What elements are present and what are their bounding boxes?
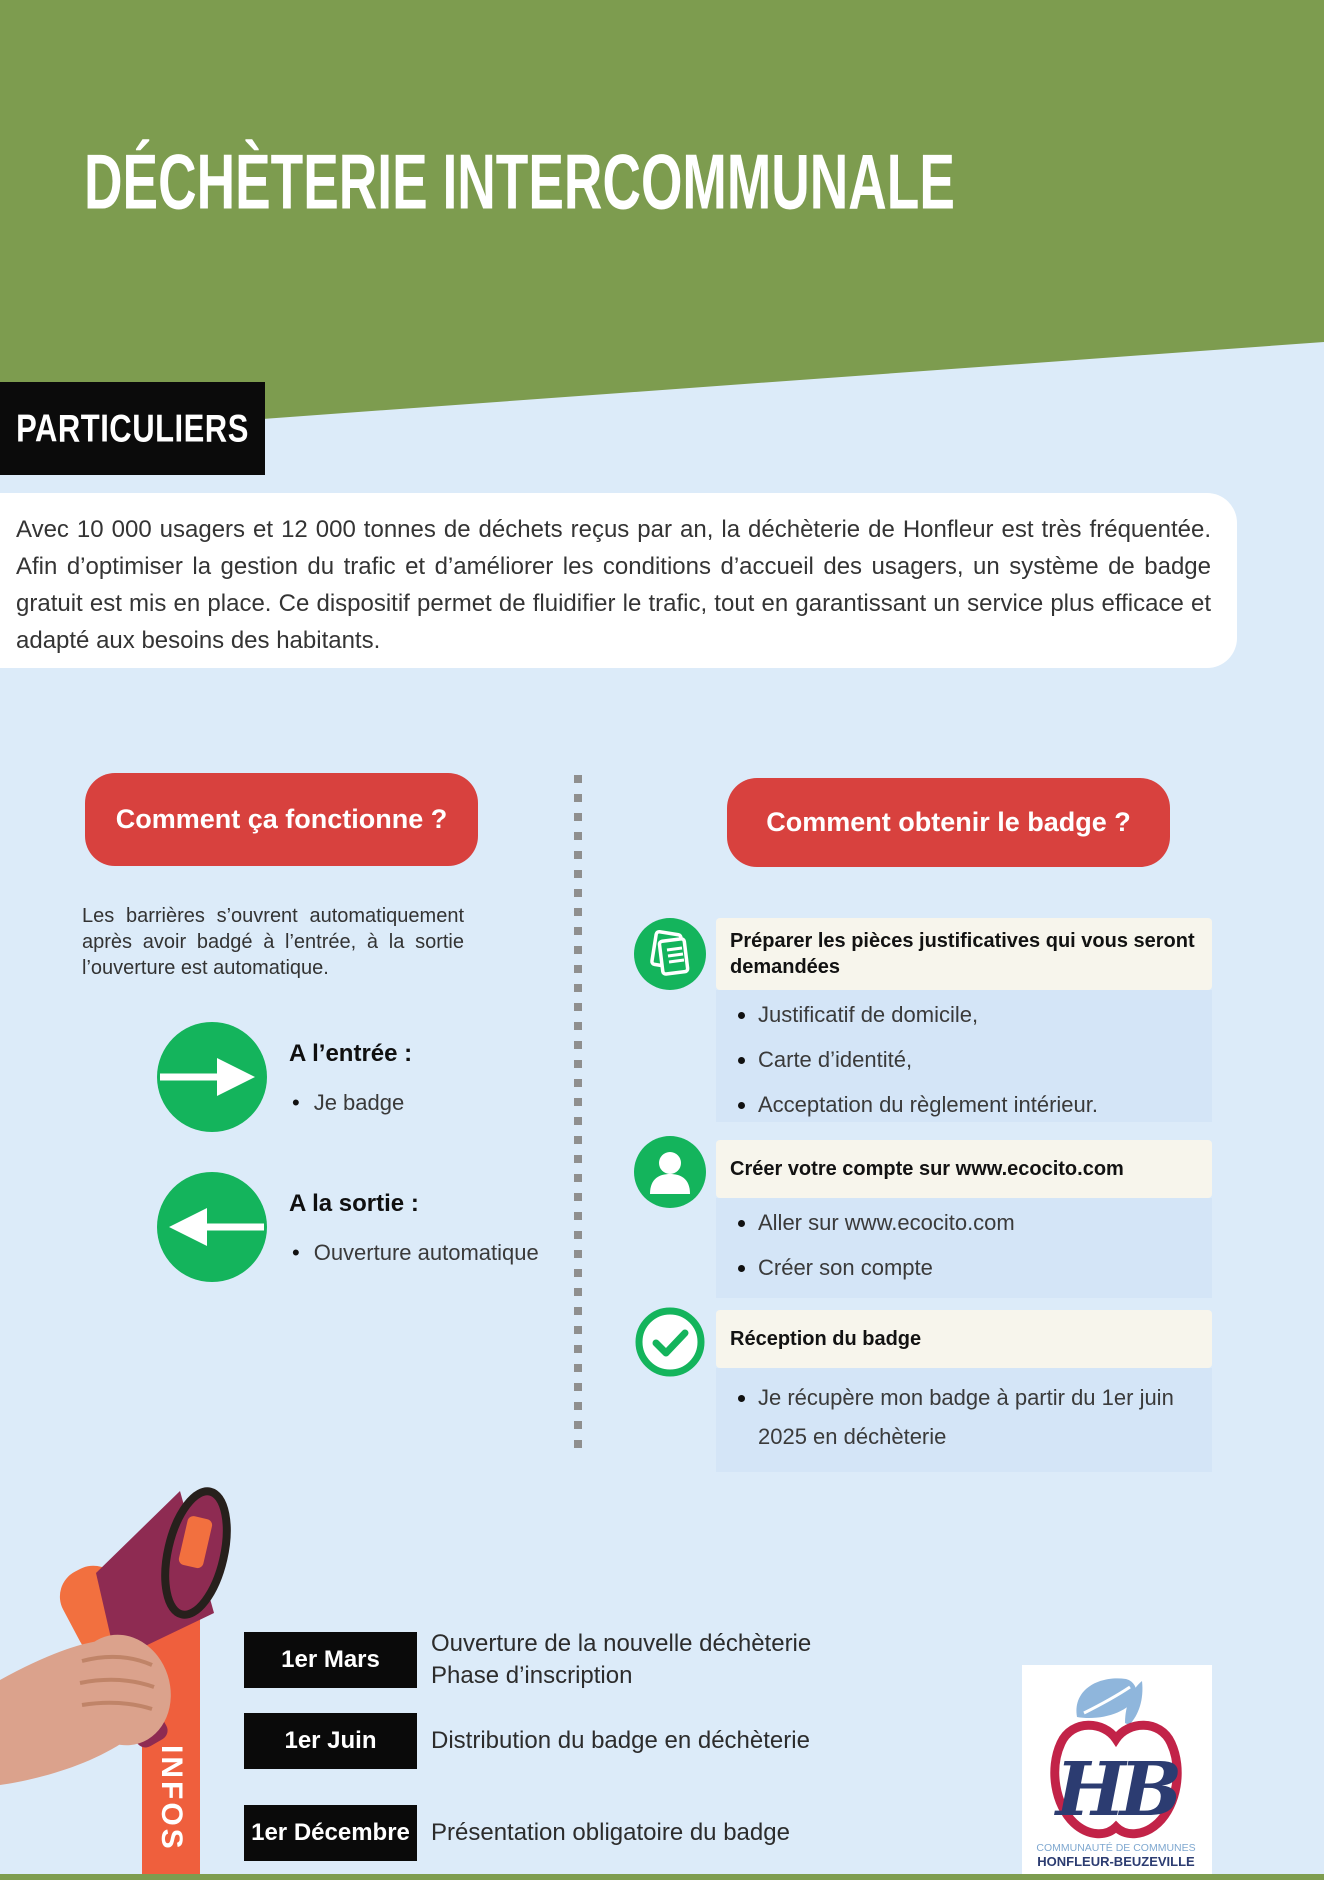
timeline-date-badge: 1er Juin [244, 1713, 417, 1769]
step3-panel [716, 1368, 1212, 1472]
logo-monogram: HB [1055, 1747, 1177, 1833]
step3-bullet: • Je récupère mon badge à partir du 1er juin 2025 en déchèterie [758, 1378, 1202, 1456]
entry-bullet: • Je badge [292, 1090, 404, 1116]
timeline-description-line: Ouverture de la nouvelle déchèterie [431, 1630, 812, 1657]
logo-org-line2: HONFLEUR-BEUZEVILLE [1037, 1854, 1195, 1869]
intro-card [0, 493, 1237, 668]
step2-panel [716, 1198, 1212, 1298]
check-icon [634, 1306, 706, 1378]
step3-title: Réception du badge [716, 1310, 1212, 1368]
timeline-row [244, 1713, 810, 1769]
arrow-left-icon [157, 1172, 267, 1282]
step2-bullet: • Créer son compte [758, 1253, 1202, 1283]
logo-org-line1: COMMUNAUTÉ DE COMMUNES [1036, 1842, 1196, 1854]
exit-bullet: • Ouverture automatique [292, 1240, 539, 1266]
timeline-row [244, 1632, 811, 1688]
step1-bullet: • Carte d’identité, [758, 1045, 1202, 1075]
entry-label: A l’entrée : [289, 1040, 413, 1067]
intro-text: Avec 10 000 usagers et 12 000 tonnes de déchets reçus par an, la déchèterie de Honfleur est très fréquentée. Afin d’optimiser la gestion du trafic et d’améliorer les conditions d’accueil des usagers, un système de badge gratuit est mis en place. Ce dispositif permet de fluidifier le trafic, tout en garantissant un service plus efficace et adapté aux besoins des habitants. [16, 516, 1211, 654]
community-logo [1022, 1665, 1212, 1876]
bottom-border [0, 1874, 1324, 1880]
step2-title: Créer votre compte sur www.ecocito.com [716, 1140, 1212, 1198]
timeline-date-badge: 1er Mars [244, 1632, 417, 1688]
step2-bullet: • Aller sur www.ecocito.com [758, 1208, 1202, 1238]
timeline-description-line: Distribution du badge en déchèterie [431, 1727, 810, 1754]
step1-title: Préparer les pièces justificatives qui vous seront demandées [716, 918, 1212, 990]
infos-label: INFOS [155, 1745, 188, 1852]
user-icon [634, 1136, 706, 1208]
get-badge-heading: Comment obtenir le badge ? [727, 778, 1170, 867]
how-it-works-description: Les barrières s’ouvrent automatiquement après avoir badgé à l’entrée, à la sortie l’ouverture est automatique. [82, 905, 464, 979]
timeline-description [431, 1725, 810, 1757]
step1-bullet: • Acceptation du règlement intérieur. [758, 1090, 1202, 1120]
timeline-description [431, 1628, 811, 1692]
timeline-row [244, 1805, 790, 1861]
timeline-description-line: Présentation obligatoire du badge [431, 1819, 790, 1846]
timeline-date-badge: 1er Décembre [244, 1805, 417, 1861]
audience-badge-label: PARTICULIERS [16, 406, 249, 450]
audience-badge [0, 382, 265, 475]
timeline-description [431, 1817, 790, 1849]
how-it-works-heading: Comment ça fonctionne ? [85, 773, 478, 866]
page-title: DÉCHÈTERIE INTERCOMMUNALE [84, 139, 955, 227]
step1-panel [716, 990, 1212, 1122]
documents-icon [634, 918, 706, 990]
timeline-description-line: Phase d’inscription [431, 1662, 633, 1689]
arrow-right-icon [157, 1022, 267, 1132]
step1-bullet: • Justificatif de domicile, [758, 1000, 1202, 1030]
column-divider [574, 775, 582, 1459]
exit-label: A la sortie : [289, 1190, 419, 1217]
